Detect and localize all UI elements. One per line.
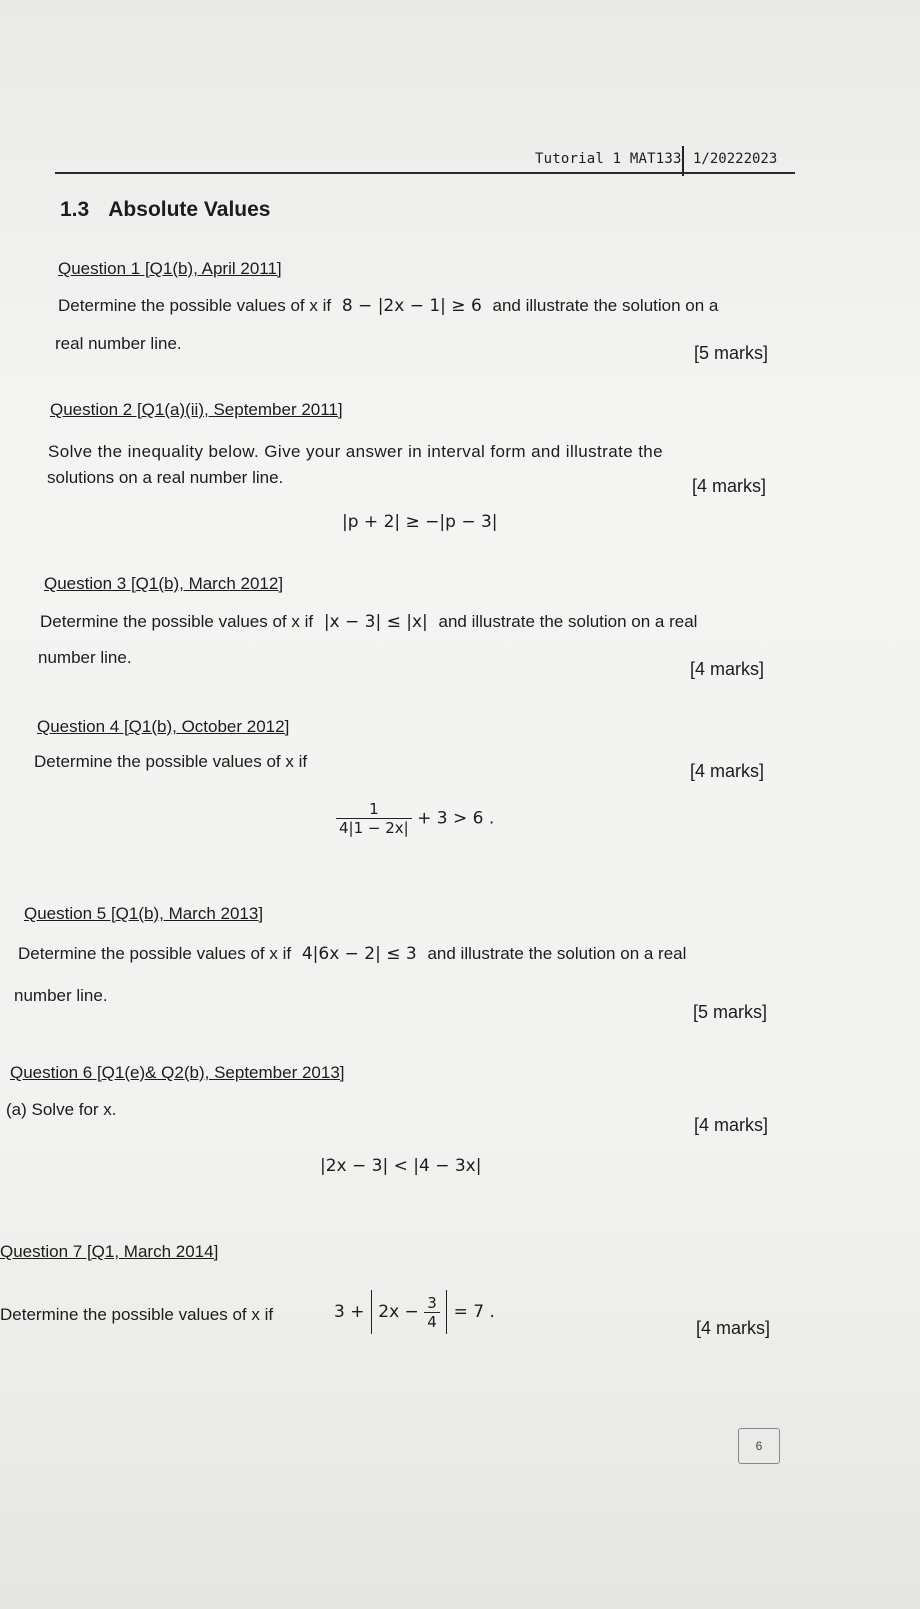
section-heading: [60, 198, 270, 222]
question-4-math: [336, 800, 494, 837]
question-2-title: Question 2 [Q1(a)(ii), September 2011]: [50, 400, 343, 419]
question-7-math-post: = 7 .: [453, 1302, 495, 1322]
question-5-prompt-cont: number line.: [14, 986, 108, 1005]
question-7-fraction: [424, 1294, 440, 1331]
section-title: Absolute Values: [108, 198, 271, 221]
question-1-prompt: Determine the possible values of x if 8 − |2x − 1| ≥ 6 and illustrate the solution on a: [58, 296, 719, 316]
question-1-prompt-cont: real number line.: [55, 334, 182, 353]
question-5-title: Question 5 [Q1(b), March 2013]: [24, 904, 264, 923]
question-6-prompt: (a) Solve for x.: [6, 1100, 117, 1119]
header-session: 1/20222023: [693, 151, 778, 167]
question-3-math: |x − 3| ≤ |x|: [323, 612, 428, 632]
question-7-marks: [4 marks]: [696, 1318, 771, 1338]
question-5-marks: [5 marks]: [693, 1002, 768, 1022]
question-4-marks: [4 marks]: [690, 761, 765, 781]
question-4-title: Question 4 [Q1(b), October 2012]: [37, 717, 290, 736]
question-4-denominator: 4|1 − 2x|: [339, 819, 409, 837]
header-course: Tutorial 1 MAT133: [535, 151, 682, 167]
question-4-prompt: Determine the possible values of x if: [34, 752, 308, 771]
question-7-math-pre: 3 +: [334, 1302, 365, 1322]
question-7-abs-left: [371, 1290, 372, 1334]
question-2-marks: [4 marks]: [692, 476, 767, 496]
question-6-title: Question 6 [Q1(e)& Q2(b), September 2013]: [10, 1063, 345, 1082]
question-4-math-rest: + 3 > 6 .: [417, 808, 495, 829]
question-3-marks: [4 marks]: [690, 659, 765, 679]
question-7-title: Question 7 [Q1, March 2014]: [0, 1242, 219, 1261]
question-1-marks: [5 marks]: [694, 343, 769, 363]
question-3-prompt: Determine the possible values of x if |x − 3| ≤ |x| and illustrate the solution on a real: [40, 612, 698, 632]
question-6-marks: [4 marks]: [694, 1115, 769, 1135]
question-1-title: Question 1 [Q1(b), April 2011]: [58, 259, 282, 278]
page-number: 6: [738, 1428, 780, 1464]
question-2-math: |p + 2| ≥ −|p − 3|: [342, 512, 498, 532]
question-3-prompt-cont: number line.: [38, 648, 132, 667]
section-number: 1.3: [60, 198, 90, 221]
question-4-fraction: [336, 800, 412, 837]
question-7-math-mid: 2x −: [378, 1302, 419, 1322]
question-7-denominator: 4: [427, 1312, 437, 1331]
question-7-numerator: 3: [424, 1294, 440, 1313]
question-7-prompt: Determine the possible values of x if: [0, 1305, 274, 1324]
question-4-numerator: 1: [336, 800, 412, 819]
question-2-prompt: Solve the inequality below. Give your answer in interval form and illustrate the: [48, 442, 664, 461]
question-2-prompt-cont: solutions on a real number line.: [47, 468, 284, 487]
question-5-math: 4|6x − 2| ≤ 3: [301, 944, 417, 964]
question-6-math: |2x − 3| < |4 − 3x|: [320, 1156, 482, 1176]
question-7-math: [334, 1290, 495, 1334]
header-rule: [55, 172, 795, 174]
question-7-abs-right: [446, 1290, 447, 1334]
question-3-title: Question 3 [Q1(b), March 2012]: [44, 574, 284, 593]
question-1-math: 8 − |2x − 1| ≥ 6: [341, 296, 482, 316]
question-5-prompt: Determine the possible values of x if 4|6x − 2| ≤ 3 and illustrate the solution on a real: [18, 944, 687, 964]
